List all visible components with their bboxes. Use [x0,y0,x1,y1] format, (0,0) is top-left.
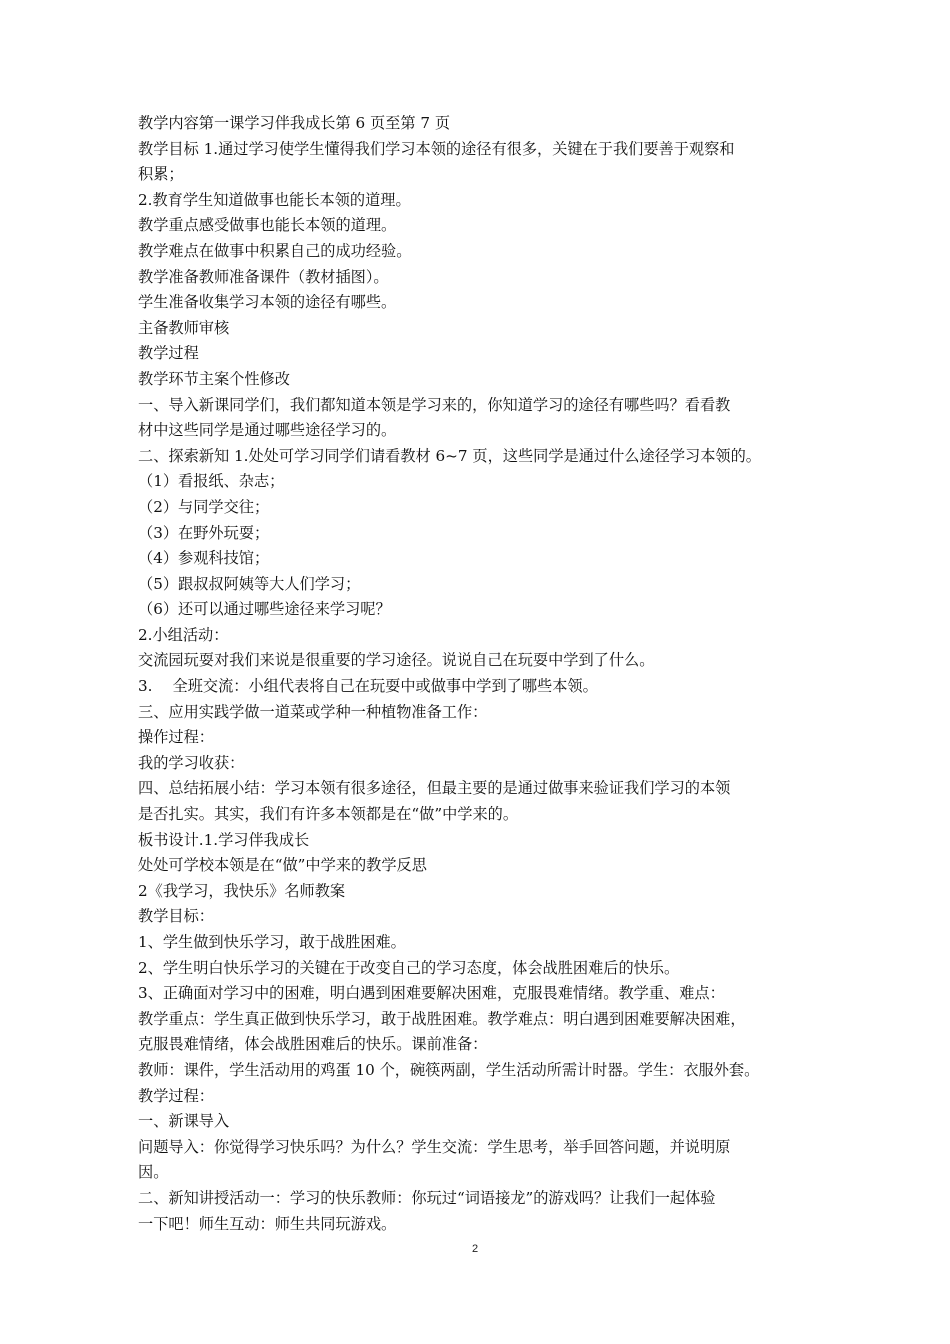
text-line: 一下吧！师生互动：师生共同玩游戏。 [138,1214,397,1233]
text-line: 教学重点：学生真正做到快乐学习，敢于战胜困难。教学难点：明白遇到困难要解决困难， [138,1009,746,1028]
text-line: （1）看报纸、杂志； [138,472,285,491]
text-line: 学生准备收集学习本领的途径有哪些。 [138,293,397,312]
text-line: 教学内容第一课学习伴我成长第 6 页至第 7 页 [138,114,451,132]
text-line: 操作过程： [138,728,214,747]
text-line: 板书设计.1.学习伴我成长 [138,830,310,849]
text-line: 四、总结拓展小结：学习本领有很多途径，但最主要的是通过做事来验证我们学习的本领 [138,779,731,798]
text-line: 教学环节主案个性修改 [138,369,290,388]
text-line: （5）跟叔叔阿姨等大人们学习； [138,574,361,593]
text-line: 交流园玩耍对我们来说是很重要的学习途径。说说自己在玩耍中学到了什么。 [138,651,655,670]
text-line: 教学目标 1.通过学习使学生懂得我们学习本领的途径有很多，关键在于我们要善于观察和 [138,139,735,158]
document-body [138,111,828,1237]
text-line: 处处可学校本领是在“做”中学来的教学反思 [138,856,427,875]
text-line: 三、应用实践学做一道菜或学种一种植物准备工作： [138,702,488,721]
text-line: 3、正确面对学习中的困难，明白遇到困难要解决困难，克服畏难情绪。教学重、难点： [138,984,725,1003]
text-line: 我的学习收获： [138,753,245,772]
text-line: 积累； [138,165,184,184]
text-line: 二、探索新知 1.处处可学习同学们请看教材 6~7 页，这些同学是通过什么途径学习本领的。 [138,446,761,465]
text-line: 教学过程： [138,1086,214,1105]
text-line: 教学重点感受做事也能长本领的道理。 [138,216,397,235]
text-line: 2.教育学生知道做事也能长本领的道理。 [138,190,411,209]
text-line: 2、学生明白快乐学习的关键在于改变自己的学习态度，体会战胜困难后的快乐。 [138,958,680,977]
text-line: 材中这些同学是通过哪些途径学习的。 [138,421,397,440]
text-line: 教学目标： [138,907,214,926]
text-line: 1、学生做到快乐学习，敢于战胜困难。 [138,933,406,951]
text-line: 2.小组活动： [138,625,229,644]
text-line: 2《我学习，我快乐》名师教案 [138,881,346,900]
text-line: 因。 [138,1163,169,1182]
text-line: 教学难点在做事中积累自己的成功经验。 [138,241,412,260]
text-line: 二、新知讲授活动一：学习的快乐教师：你玩过“词语接龙”的游戏吗？让我们一起体验 [138,1188,716,1207]
text-line: （3）在野外玩耍； [138,523,270,542]
text-line: 克服畏难情绪，体会战胜困难后的快乐。课前准备： [138,1035,488,1054]
text-line: 教学过程 [138,344,199,363]
text-line: （4）参观科技馆； [138,549,270,568]
text-line: 3. 全班交流：小组代表将自己在玩耍中或做事中学到了哪些本领。 [138,677,598,696]
text-line: 问题导入：你觉得学习快乐吗？为什么？学生交流：学生思考，举手回答问题，并说明原 [138,1137,731,1156]
text-line: （2）与同学交往； [138,497,270,516]
page-number: 2 [471,1243,479,1255]
text-line: （6）还可以通过哪些途径来学习呢？ [138,600,391,619]
text-line: 一、导入新课同学们，我们都知道本领是学习来的，你知道学习的途径有哪些吗？看看教 [138,395,731,414]
text-line: 教师：课件，学生活动用的鸡蛋 10 个，碗筷两副，学生活动所需计时器。学生：衣服外套。 [138,1060,760,1079]
text-line: 是否扎实。其实，我们有许多本领都是在“做”中学来的。 [138,805,519,824]
text-line: 主备教师审核 [138,318,230,337]
text-line: 教学准备教师准备课件（教材插图）。 [138,267,389,286]
text-line: 一、新课导入 [138,1112,230,1131]
